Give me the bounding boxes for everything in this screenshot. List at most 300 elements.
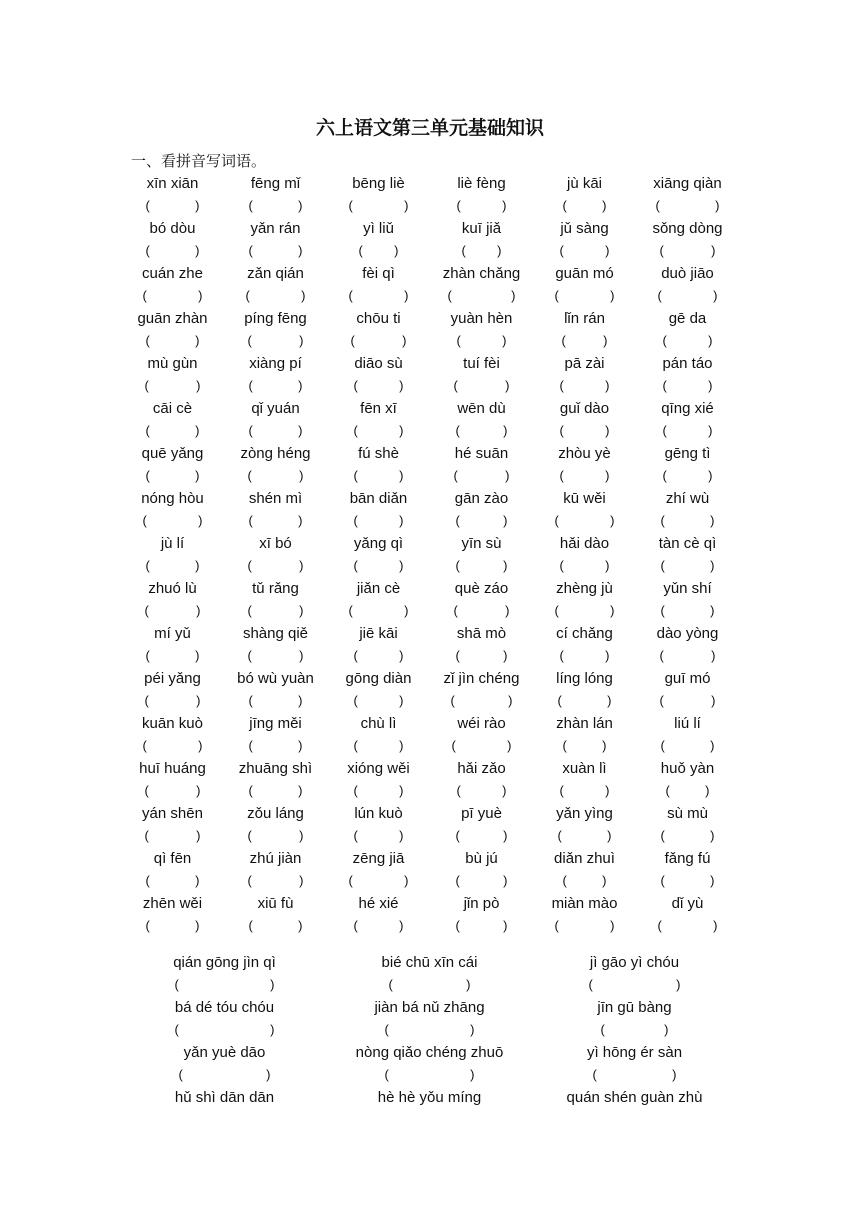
idiom-answer-cell	[532, 977, 737, 992]
answer-blank[interactable]	[145, 378, 201, 393]
open-paren: (	[559, 378, 564, 394]
answer-cell	[327, 423, 430, 438]
answer-cell	[121, 198, 224, 213]
close-paren: )	[266, 1067, 271, 1083]
answer-blank[interactable]	[560, 423, 610, 438]
idiom-answer-blank[interactable]	[601, 1022, 669, 1037]
answer-cell	[224, 513, 327, 528]
pinyin-word: péi yǎng	[144, 669, 201, 687]
pinyin-word: zǎn qián	[247, 264, 304, 282]
close-paren: )	[605, 648, 610, 664]
answer-blank[interactable]	[656, 198, 720, 213]
answer-cell	[327, 693, 430, 708]
close-paren: )	[715, 198, 720, 214]
answer-blank[interactable]	[560, 378, 610, 393]
idiom-answer-row	[122, 1064, 738, 1087]
answer-blank[interactable]	[248, 558, 304, 573]
answer-blank[interactable]	[249, 198, 303, 213]
answer-blank[interactable]	[359, 243, 399, 258]
answer-blank[interactable]	[249, 783, 303, 798]
pinyin-word: tǔ rǎng	[252, 579, 299, 597]
close-paren: )	[503, 828, 508, 844]
answer-blank[interactable]	[663, 378, 713, 393]
answer-blank[interactable]	[563, 873, 607, 888]
open-paren: (	[455, 423, 460, 439]
answer-blank[interactable]	[451, 693, 513, 708]
pinyin-word: huī huáng	[139, 759, 206, 777]
answer-blank[interactable]	[661, 513, 715, 528]
answer-blank[interactable]	[143, 288, 203, 303]
answer-blank[interactable]	[146, 423, 200, 438]
answer-cell	[327, 378, 430, 393]
open-paren: (	[657, 288, 662, 304]
answer-blank[interactable]	[354, 648, 404, 663]
answer-blank[interactable]	[462, 243, 502, 258]
close-paren: )	[402, 333, 407, 349]
answer-blank[interactable]	[555, 288, 615, 303]
answer-cell	[636, 288, 739, 303]
answer-blank[interactable]	[249, 378, 303, 393]
open-paren: (	[559, 783, 564, 799]
open-paren: (	[145, 873, 150, 889]
open-paren: (	[559, 468, 564, 484]
close-paren: )	[710, 738, 715, 754]
answer-blank[interactable]	[145, 783, 201, 798]
answer-blank[interactable]	[143, 513, 203, 528]
idiom-answer-row	[122, 974, 738, 997]
answer-blank[interactable]	[354, 558, 404, 573]
close-paren: )	[399, 378, 404, 394]
answer-blank[interactable]	[454, 468, 510, 483]
open-paren: (	[554, 513, 559, 529]
answer-blank[interactable]	[249, 423, 303, 438]
answer-cell	[636, 513, 739, 528]
idiom-pinyin: jiàn bá nǔ zhāng	[374, 998, 485, 1016]
pinyin-word: bēng liè	[352, 174, 405, 192]
open-paren: (	[384, 1067, 389, 1083]
close-paren: )	[195, 558, 200, 574]
open-paren: (	[450, 693, 455, 709]
close-paren: )	[195, 243, 200, 259]
answer-blank[interactable]	[354, 918, 404, 933]
close-paren: )	[710, 873, 715, 889]
open-paren: (	[662, 378, 667, 394]
answer-cell	[430, 918, 533, 933]
open-paren: (	[348, 288, 353, 304]
answer-blank[interactable]	[145, 603, 201, 618]
open-paren: (	[353, 558, 358, 574]
pinyin-word: qīng xié	[661, 399, 714, 417]
answer-cell	[636, 333, 739, 348]
answer-blank[interactable]	[658, 288, 718, 303]
pinyin-word: jiǎn cè	[356, 579, 401, 597]
idiom-pinyin: hè hè yǒu míng	[377, 1088, 482, 1106]
close-paren: )	[466, 977, 471, 993]
pinyin-word-grid	[121, 172, 739, 937]
answer-blank[interactable]	[456, 558, 508, 573]
close-paren: )	[470, 1022, 475, 1038]
answer-blank[interactable]	[661, 738, 715, 753]
answer-cell	[533, 603, 636, 618]
answer-cell	[121, 558, 224, 573]
pinyin-word: cí chǎng	[556, 624, 613, 642]
answer-blank[interactable]	[661, 873, 715, 888]
pinyin-word: yǎn yìng	[556, 804, 613, 822]
open-paren: (	[660, 828, 665, 844]
answer-cell	[224, 828, 327, 843]
open-paren: (	[660, 558, 665, 574]
answer-blank[interactable]	[248, 603, 304, 618]
answer-blank[interactable]	[555, 603, 615, 618]
answer-blank[interactable]	[660, 243, 716, 258]
answer-blank[interactable]	[658, 918, 718, 933]
pinyin-word: guān mó	[555, 264, 614, 282]
answer-cell	[430, 783, 533, 798]
answer-blank[interactable]	[560, 558, 610, 573]
answer-blank[interactable]	[456, 648, 508, 663]
answer-cell	[121, 648, 224, 663]
idiom-answer-blank[interactable]	[175, 1022, 275, 1037]
close-paren: )	[708, 333, 713, 349]
answer-row	[121, 375, 739, 398]
open-paren: (	[144, 783, 149, 799]
pinyin-word: kuī jiǎ	[461, 219, 502, 237]
answer-cell	[533, 333, 636, 348]
open-paren: (	[247, 828, 252, 844]
pinyin-word: bān diǎn	[349, 489, 408, 507]
answer-blank[interactable]	[456, 513, 508, 528]
answer-blank[interactable]	[354, 423, 404, 438]
open-paren: (	[554, 603, 559, 619]
open-paren: (	[660, 603, 665, 619]
answer-blank[interactable]	[349, 288, 409, 303]
pinyin-word: què záo	[454, 579, 509, 597]
open-paren: (	[247, 558, 252, 574]
answer-blank[interactable]	[354, 513, 404, 528]
pinyin-word: dǐ yù	[671, 894, 704, 912]
answer-cell	[327, 918, 430, 933]
close-paren: )	[605, 558, 610, 574]
answer-blank[interactable]	[354, 783, 404, 798]
close-paren: )	[710, 828, 715, 844]
open-paren: (	[353, 648, 358, 664]
answer-blank[interactable]	[349, 603, 409, 618]
answer-blank[interactable]	[663, 423, 713, 438]
answer-cell	[224, 288, 327, 303]
answer-row	[121, 645, 739, 668]
open-paren: (	[247, 873, 252, 889]
close-paren: )	[603, 333, 608, 349]
answer-cell	[224, 558, 327, 573]
answer-blank[interactable]	[456, 828, 508, 843]
answer-blank[interactable]	[558, 828, 612, 843]
pinyin-row	[121, 667, 739, 690]
idiom-answer-blank[interactable]	[175, 977, 275, 992]
pinyin-word: yuàn hèn	[450, 309, 513, 327]
answer-blank[interactable]	[248, 828, 304, 843]
answer-blank[interactable]	[249, 513, 303, 528]
answer-blank[interactable]	[456, 918, 508, 933]
answer-blank[interactable]	[563, 198, 607, 213]
close-paren: )	[502, 198, 507, 214]
answer-cell	[533, 828, 636, 843]
open-paren: (	[247, 468, 252, 484]
answer-cell	[327, 648, 430, 663]
answer-blank[interactable]	[246, 288, 306, 303]
close-paren: )	[404, 198, 409, 214]
pinyin-word: mù gùn	[147, 354, 198, 372]
close-paren: )	[602, 198, 607, 214]
close-paren: )	[270, 977, 275, 993]
answer-blank[interactable]	[351, 333, 407, 348]
answer-cell	[121, 333, 224, 348]
answer-blank[interactable]	[454, 378, 510, 393]
answer-blank[interactable]	[452, 738, 512, 753]
answer-row	[121, 285, 739, 308]
answer-blank[interactable]	[249, 738, 303, 753]
pinyin-word: quē yǎng	[141, 444, 204, 462]
pinyin-word: duò jiāo	[661, 264, 714, 282]
idiom-answer-cell	[327, 1022, 532, 1037]
pinyin-word: zòng héng	[240, 444, 311, 462]
close-paren: )	[610, 918, 615, 934]
close-paren: )	[605, 468, 610, 484]
answer-blank[interactable]	[249, 693, 303, 708]
answer-blank[interactable]	[354, 738, 404, 753]
open-paren: (	[562, 873, 567, 889]
answer-blank[interactable]	[354, 378, 404, 393]
answer-blank[interactable]	[560, 468, 610, 483]
close-paren: )	[708, 423, 713, 439]
open-paren: (	[461, 243, 466, 259]
close-paren: )	[605, 378, 610, 394]
pinyin-word: jǐn pò	[463, 894, 500, 912]
answer-blank[interactable]	[146, 648, 200, 663]
idiom-answer-blank[interactable]	[385, 1022, 475, 1037]
close-paren: )	[502, 333, 507, 349]
idiom-answer-blank[interactable]	[389, 977, 471, 992]
pinyin-word: pā zài	[564, 354, 605, 372]
pinyin-word: zhuāng shì	[238, 759, 313, 777]
pinyin-word: miàn mào	[551, 894, 618, 912]
answer-blank[interactable]	[249, 243, 303, 258]
answer-blank[interactable]	[555, 513, 615, 528]
answer-blank[interactable]	[457, 783, 507, 798]
pinyin-word: wéi rào	[457, 714, 506, 732]
pinyin-row	[121, 577, 739, 600]
open-paren: (	[662, 333, 667, 349]
answer-cell	[636, 468, 739, 483]
answer-blank[interactable]	[457, 198, 507, 213]
open-paren: (	[453, 603, 458, 619]
close-paren: )	[399, 828, 404, 844]
answer-blank[interactable]	[457, 333, 507, 348]
open-paren: (	[248, 198, 253, 214]
answer-blank[interactable]	[660, 693, 716, 708]
pinyin-word: lǐn rán	[564, 309, 605, 327]
answer-blank[interactable]	[145, 693, 201, 708]
pinyin-word: shén mì	[248, 489, 303, 507]
answer-blank[interactable]	[661, 828, 715, 843]
pinyin-word: guǐ dào	[559, 399, 610, 417]
answer-blank[interactable]	[560, 648, 610, 663]
answer-cell	[121, 873, 224, 888]
answer-blank[interactable]	[661, 603, 715, 618]
pinyin-word: gōng diàn	[345, 669, 412, 687]
pinyin-word: sǒng dòng	[652, 219, 723, 237]
answer-cell	[224, 693, 327, 708]
answer-blank[interactable]	[454, 603, 510, 618]
idiom-answer-blank[interactable]	[589, 977, 681, 992]
open-paren: (	[554, 918, 559, 934]
answer-blank[interactable]	[562, 333, 608, 348]
close-paren: )	[195, 873, 200, 889]
pinyin-word: zēng jiā	[352, 849, 405, 867]
answer-blank[interactable]	[660, 648, 716, 663]
answer-blank[interactable]	[248, 333, 304, 348]
answer-blank[interactable]	[558, 693, 612, 708]
answer-blank[interactable]	[456, 423, 508, 438]
answer-cell	[224, 603, 327, 618]
open-paren: (	[142, 738, 147, 754]
answer-blank[interactable]	[146, 243, 200, 258]
answer-blank[interactable]	[663, 468, 713, 483]
idiom-answer-cell	[122, 977, 327, 992]
page-title: 六上语文第三单元基础知识	[315, 117, 544, 139]
answer-cell	[636, 198, 739, 213]
open-paren: (	[559, 423, 564, 439]
pinyin-word: yǎn rán	[250, 219, 301, 237]
answer-blank[interactable]	[448, 288, 516, 303]
open-paren: (	[559, 243, 564, 259]
answer-blank[interactable]	[249, 918, 303, 933]
answer-cell	[430, 648, 533, 663]
pinyin-row	[121, 307, 739, 330]
answer-blank[interactable]	[354, 828, 404, 843]
answer-blank[interactable]	[349, 198, 409, 213]
idiom-answer-blank[interactable]	[593, 1067, 677, 1082]
pinyin-word: zhí wù	[665, 489, 710, 507]
answer-blank[interactable]	[145, 828, 201, 843]
pinyin-word: shā mò	[456, 624, 507, 642]
answer-blank[interactable]	[248, 648, 304, 663]
open-paren: (	[142, 513, 147, 529]
answer-blank[interactable]	[349, 873, 409, 888]
answer-cell	[533, 468, 636, 483]
answer-blank[interactable]	[456, 873, 508, 888]
open-paren: (	[455, 828, 460, 844]
answer-cell	[533, 783, 636, 798]
answer-cell	[224, 198, 327, 213]
section-heading: 一、看拼音写词语。	[131, 152, 267, 170]
open-paren: (	[659, 648, 664, 664]
pinyin-word: jīng měi	[249, 714, 302, 732]
answer-cell	[533, 513, 636, 528]
pinyin-word: xīn xiān	[146, 174, 199, 192]
answer-cell	[533, 378, 636, 393]
pinyin-word: xióng wěi	[347, 759, 410, 777]
answer-blank[interactable]	[146, 198, 200, 213]
pinyin-word: kū wěi	[563, 489, 606, 507]
close-paren: )	[399, 693, 404, 709]
idiom-answer-blank[interactable]	[179, 1067, 271, 1082]
answer-blank[interactable]	[354, 468, 404, 483]
close-paren: )	[507, 738, 512, 754]
close-paren: )	[610, 288, 615, 304]
answer-cell	[224, 648, 327, 663]
answer-cell	[636, 918, 739, 933]
answer-blank[interactable]	[560, 243, 610, 258]
answer-blank[interactable]	[143, 738, 203, 753]
answer-cell	[224, 918, 327, 933]
close-paren: )	[505, 603, 510, 619]
answer-blank[interactable]	[354, 693, 404, 708]
open-paren: (	[178, 1067, 183, 1083]
answer-row	[121, 420, 739, 443]
open-paren: (	[660, 738, 665, 754]
answer-cell	[430, 873, 533, 888]
pinyin-row	[121, 712, 739, 735]
answer-cell	[636, 738, 739, 753]
answer-blank[interactable]	[146, 468, 200, 483]
answer-blank[interactable]	[146, 558, 200, 573]
idiom-answer-blank[interactable]	[385, 1067, 475, 1082]
answer-blank[interactable]	[661, 558, 715, 573]
pinyin-word: zǒu láng	[247, 804, 304, 822]
close-paren: )	[602, 873, 607, 889]
open-paren: (	[348, 198, 353, 214]
answer-cell	[636, 783, 739, 798]
answer-blank[interactable]	[146, 873, 200, 888]
open-paren: (	[248, 513, 253, 529]
answer-cell	[533, 693, 636, 708]
pinyin-row	[121, 532, 739, 555]
answer-blank[interactable]	[560, 783, 610, 798]
answer-blank[interactable]	[666, 783, 710, 798]
pinyin-word: dào yòng	[656, 624, 719, 642]
close-paren: )	[298, 783, 303, 799]
answer-cell	[533, 873, 636, 888]
close-paren: )	[195, 333, 200, 349]
close-paren: )	[503, 558, 508, 574]
pinyin-word: jǔ sàng	[560, 219, 609, 237]
answer-row	[121, 465, 739, 488]
answer-blank[interactable]	[146, 333, 200, 348]
pinyin-word: fú shè	[358, 444, 399, 462]
answer-cell	[224, 423, 327, 438]
pinyin-word: xiāng qiàn	[653, 174, 722, 192]
idiom-pinyin-row	[122, 996, 738, 1019]
pinyin-word: pī yuè	[461, 804, 502, 822]
answer-blank[interactable]	[555, 918, 615, 933]
answer-blank[interactable]	[663, 333, 713, 348]
close-paren: )	[399, 738, 404, 754]
open-paren: (	[145, 333, 150, 349]
answer-blank[interactable]	[563, 738, 607, 753]
close-paren: )	[607, 693, 612, 709]
answer-cell	[430, 693, 533, 708]
open-paren: (	[350, 333, 355, 349]
answer-cell	[224, 783, 327, 798]
answer-blank[interactable]	[248, 468, 304, 483]
answer-blank[interactable]	[146, 918, 200, 933]
open-paren: (	[144, 603, 149, 619]
pinyin-word: gān zào	[454, 489, 509, 507]
answer-blank[interactable]	[248, 873, 304, 888]
pinyin-word: zhàn lán	[556, 714, 613, 732]
close-paren: )	[195, 468, 200, 484]
open-paren: (	[657, 918, 662, 934]
